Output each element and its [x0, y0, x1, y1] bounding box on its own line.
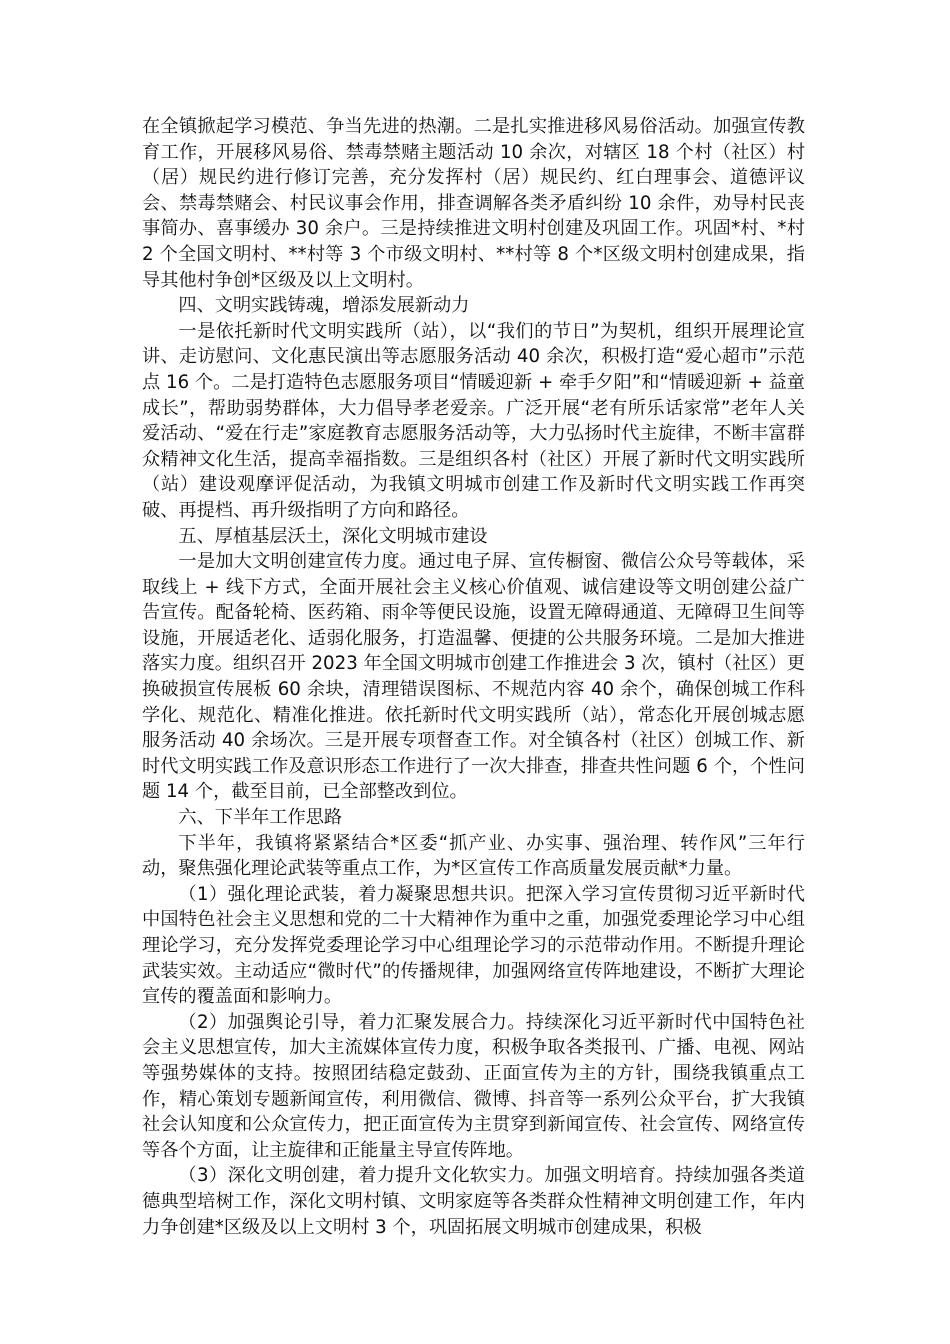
paragraph-3: 一是加大文明创建宣传力度。通过电子屏、宣传橱窗、微信公众号等载体，采取线上 + 线下方式，全面开展社会主义核心价值观、诚信建设等文明创建公益广告宣传。配备轮椅、医药箱、雨伞等便民设施，设置无障碍通道、无障碍卫生间等设施，开展适老化、适弱化服务，打造温馨、便捷的公共服务环境。二是加大推进落实力度。组织召开 2023 年全国文明城市创建工作推进会 3 次，镇村（社区）更换破损宣传展板 60 余块，清理错误图标、不规范内容 40 余个，确保创城工作科学化、规范化、精准化推进。依托新时代文明实践所（站），常态化开展创城志愿服务活动 40 余场次。三是开展专项督查工作。对全镇各村（社区）创城工作、新时代文明实践工作及意识形态工作进行了一次大排查，排查共性问题 6 个，个性问题 14 个，截至目前，已全部整改到位。: [142, 551, 805, 803]
document-page: [142, 114, 805, 1240]
section-heading-4: 四、文明实践铸魂，增添发展新动力: [178, 295, 470, 317]
paragraph-7: （3）深化文明创建，着力提升文化软实力。加强文明培育。持续加强各类道德典型培树工作，深化文明村镇、文明家庭等各类群众性精神文明创建工作，年内力争创建*区级及以上文明村 3 个，巩固拓展文明城市创建成果，积极: [142, 1165, 805, 1238]
section-heading-5: 五、厚植基层沃土，深化文明城市建设: [178, 525, 488, 547]
paragraph-1: 在全镇掀起学习模范、争当先进的热潮。二是扎实推进移风易俗活动。加强宣传教育工作，开展移风易俗、禁毒禁赌主题活动 10 余次，对辖区 18 个村（社区）村（居）规民约进行修订完善，充分发挥村（居）规民约、红白理事会、道德评议会、禁毒禁赌会、村民议事会作用，排查调解各类矛盾纠纷 10 余件，劝导村民丧事简办、喜事缓办 30 余户。三是持续推进文明村创建及巩固工作。巩固*村、*村 2 个全国文明村、**村等 3 个市级文明村、**村等 8 个*区级文明村创建成果，指导其他村争创*区级及以上文明村。: [142, 116, 805, 291]
paragraph-5: （1）强化理论武装，着力凝聚思想共识。把深入学习宣传贯彻习近平新时代中国特色社会主义思想和党的二十大精神作为重中之重，加强党委理论学习中心组理论学习，充分发挥党委理论学习中心组理论学习的示范带动作用。不断提升理论武装实效。主动适应“微时代”的传播规律，加强网络宣传阵地建设，不断扩大理论宣传的覆盖面和影响力。: [142, 883, 805, 1008]
section-heading-6: 六、下半年工作思路: [178, 807, 343, 829]
paragraph-6: （2）加强舆论引导，着力汇聚发展合力。持续深化习近平新时代中国特色社会主义思想宣传，加大主流媒体宣传力度，积极争取各类报刊、广播、电视、网站等强势媒体的支持。按照团结稳定鼓劲、正面宣传为主的方针，围绕我镇重点工作，精心策划专题新闻宣传，利用微信、微博、抖音等一系列公众平台，扩大我镇社会认知度和公众宣传力，把正面宣传为主贯穿到新闻宣传、社会宣传、网络宣传等各个方面，让主旋律和正能量主导宣传阵地。: [142, 1011, 805, 1161]
paragraph-4: 下半年，我镇将紧紧结合*区委“抓产业、办实事、强治理、转作风”三年行动，聚焦强化理论武装等重点工作，为*区宣传工作高质量发展贡献*力量。: [142, 832, 805, 880]
paragraph-2: 一是依托新时代文明实践所（站），以“我们的节日”为契机，组织开展理论宣讲、走访慰问、文化惠民演出等志愿服务活动 40 余次，积极打造“爱心超市”示范点 16 个。二是打造特色志愿服务项目“情暖迎新 + 牵手夕阳”和“情暖迎新 + 益童成长”，帮助弱势群体，大力倡导孝老爱亲。广泛开展“老有所乐话家常”老年人关爱活动、“爱在行走”家庭教育志愿服务活动等，大力弘扬时代主旋律，不断丰富群众精神文化生活，提高幸福指数。三是组织各村（社区）开展了新时代文明实践所（站）建设观摩评促活动，为我镇文明城市创建工作及新时代文明实践工作再突破、再提档、再升级指明了方向和路径。: [142, 320, 805, 521]
